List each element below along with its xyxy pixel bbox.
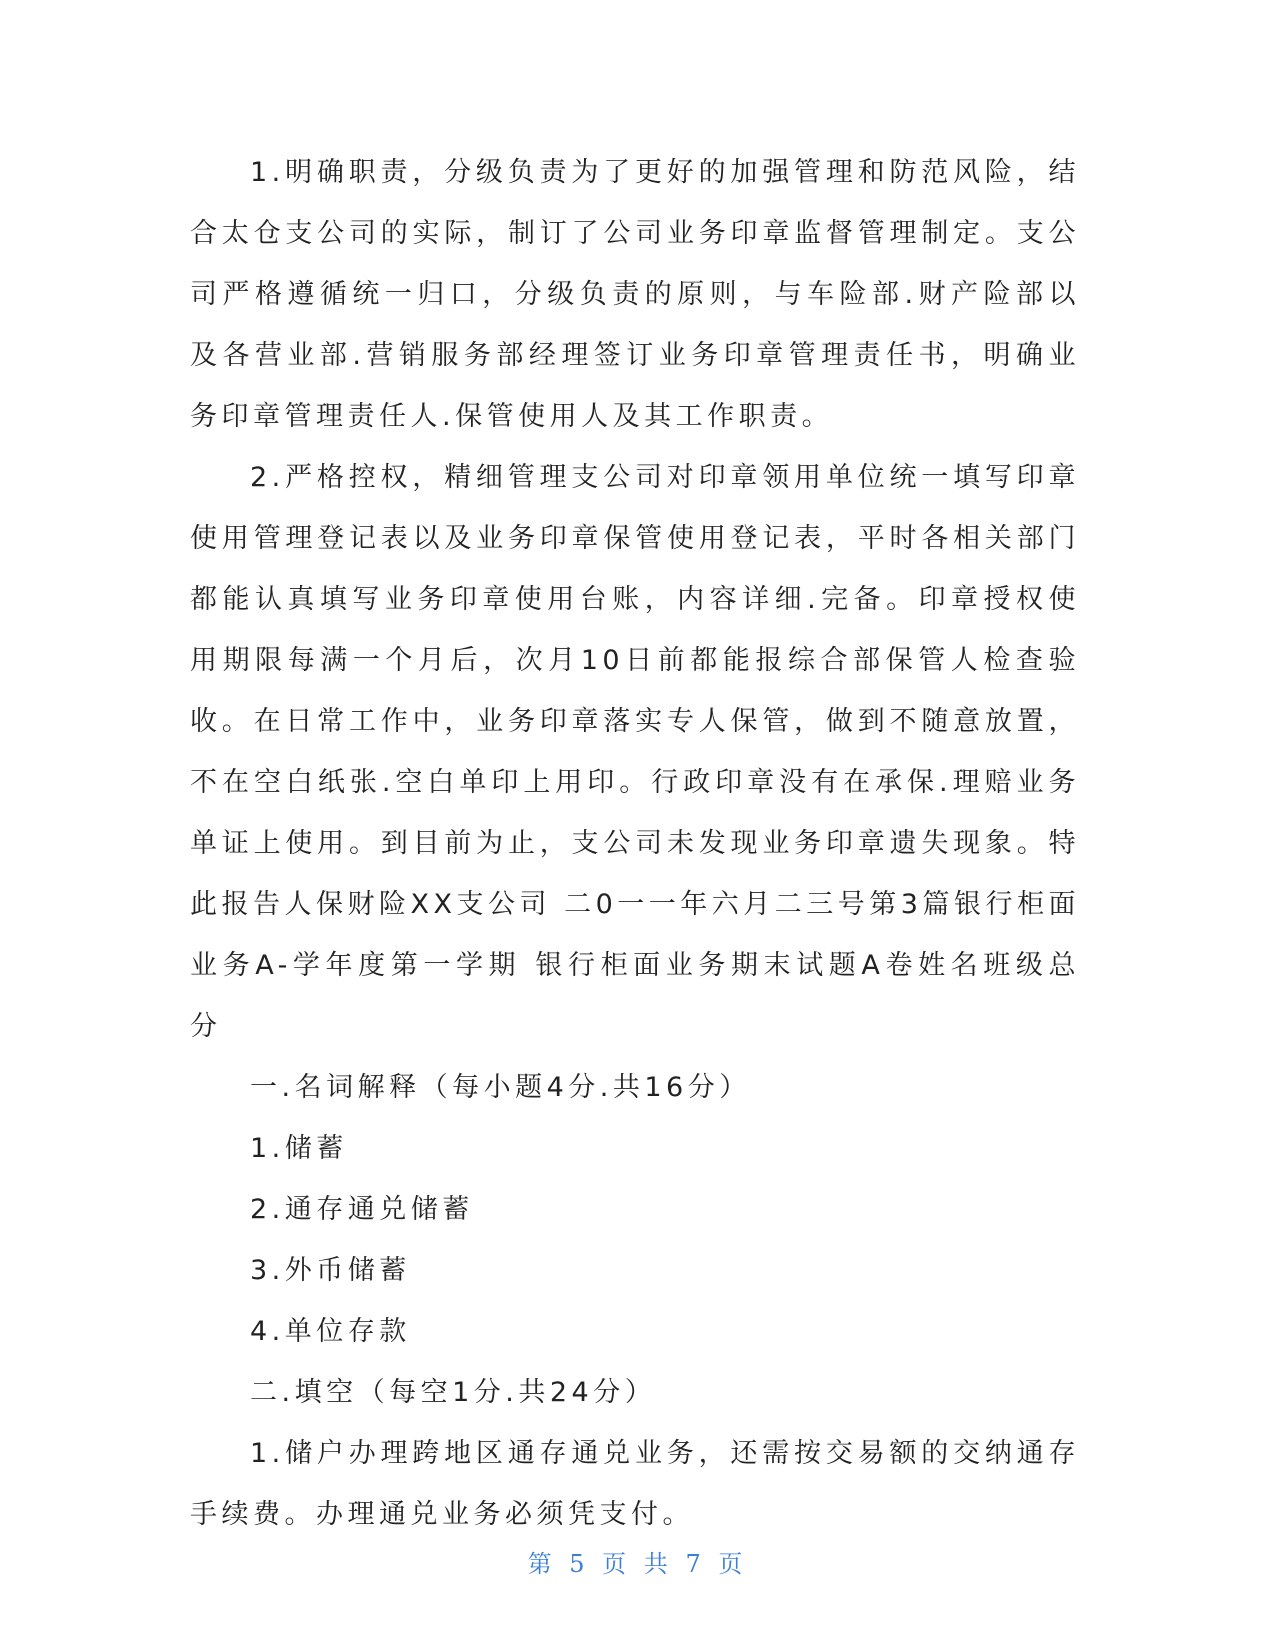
paragraph-control: 2.严格控权，精细管理支公司对印章领用单位统一填写印章使用管理登记表以及业务印章保管使用登记表，平时各相关部门都能认真填写业务印章使用台账，内容详细.完备。印章授权使用期限每满一个月后，次月10日前都能报综合部保管人检查验收。在日常工作中，业务印章落实专人保管，做到不随意放置，不在空白纸张.空白单印上用印。行政印章没有在承保.理赔业务单证上使用。到目前为止，支公司未发现业务印章遗失现象。特此报告人保财险XX支公司 二0一一年六月二三号第3篇银行柜面业务A-学年度第一学期 银行柜面业务期末试题A卷姓名班级总分 <box>190 462 1080 1042</box>
page-number-footer: 第 5 页 共 7 页 <box>527 1550 748 1578</box>
document-body <box>190 142 1080 1545</box>
paragraph-responsibility: 1.明确职责，分级负责为了更好的加强管理和防范风险，结合太仓支公司的实际，制订了公司业务印章监督管理制定。支公司严格遵循统一归口，分级负责的原则，与车险部.财产险部以及各营业部.营销服务部经理签订业务印章管理责任书，明确业务印章管理责任人.保管使用人及其工作职责。 <box>190 157 1080 432</box>
term-item: 1.储蓄 <box>250 1133 348 1164</box>
term-item: 3.外币储蓄 <box>250 1255 411 1286</box>
section-heading-fill-blank: 二.填空（每空1分.共24分） <box>250 1377 657 1408</box>
term-item: 4.单位存款 <box>250 1316 411 1347</box>
fill-blank-question: 1.储户办理跨地区通存通兑业务，还需按交易额的交纳通存手续费。办理通兑业务必须凭支付。 <box>190 1438 1080 1530</box>
term-item: 2.通存通兑储蓄 <box>250 1194 474 1225</box>
section-heading-terms: 一.名词解释（每小题4分.共16分） <box>250 1072 751 1103</box>
